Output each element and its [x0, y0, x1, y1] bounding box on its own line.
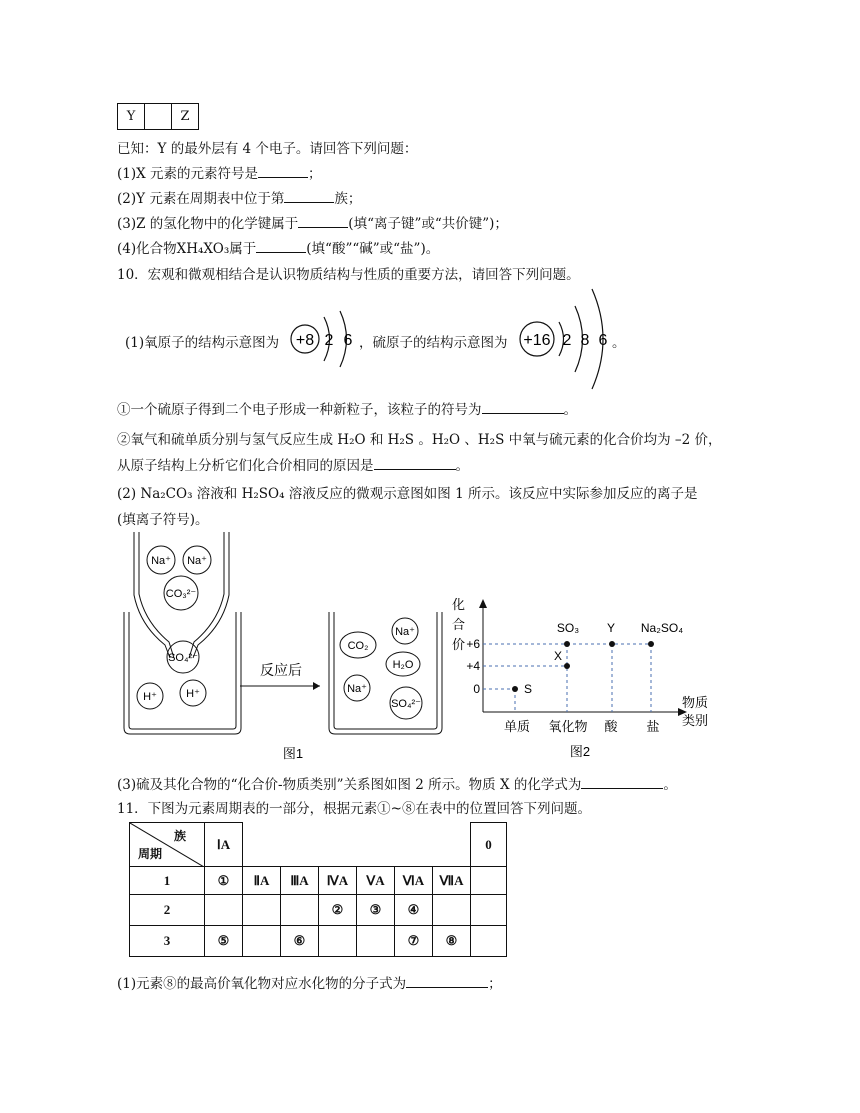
point-na2so4 [648, 641, 654, 647]
oxygen-shell-1-count: 2 [324, 332, 334, 349]
period-label: 1 [130, 867, 205, 895]
point-label: Y [606, 621, 616, 635]
group-ia-header: ⅠA [205, 823, 243, 867]
oxygen-atom-diagram [285, 292, 361, 392]
point-s [512, 686, 518, 692]
table-row [130, 867, 507, 895]
beaker-2-outer [329, 612, 442, 734]
y-tick: 0 [473, 682, 480, 696]
point-label: Na₂SO₄ [640, 621, 684, 635]
reaction-arrow-head [313, 682, 320, 690]
ion-label: CO₃²⁻ [165, 588, 197, 600]
cell: ⅣA [319, 867, 357, 895]
table-row [130, 926, 507, 957]
q11-stem: 11．下图为元素周期表的一部分，根据元素①~⑧在表中的位置回答下列问题。 [117, 801, 591, 817]
sulfur-shell-2-count: 8 [580, 332, 590, 349]
period-label: 3 [130, 926, 205, 957]
x-tick: 氧化物 [548, 719, 588, 734]
ion-label: SO₄²⁻ [168, 652, 198, 664]
period-label: 2 [130, 895, 205, 926]
cell: ⅡA [243, 867, 281, 895]
ion-label: Na⁺ [395, 626, 415, 638]
ion-label: Na⁺ [151, 555, 171, 567]
sulfur-shell-3-count: 6 [598, 332, 608, 349]
element-position-table [117, 103, 199, 130]
figure-2-caption: 图2 [569, 744, 591, 759]
q9-known: 已知：Y 的最外层有 4 个电子。请回答下列问题： [117, 141, 418, 157]
ion-label: Na⁺ [347, 683, 367, 695]
cell: ⅦA [433, 867, 471, 895]
blank-header [243, 823, 471, 867]
beaker-2-inner [334, 612, 437, 729]
cell [471, 926, 507, 957]
sulfur-nucleus-label: +16 [523, 332, 551, 349]
cell [357, 926, 395, 957]
group-0-header: 0 [471, 823, 507, 867]
sulfur-shell-1-count: 2 [562, 332, 572, 349]
q9-part1: (1)X 元素的元素符号是 ； [117, 166, 322, 182]
q10-part2-line1: (2) Na₂CO₃ 溶液和 H₂SO₄ 溶液反应的微观示意图如图 1 所示。该反应中实际参加反应的离子是 [117, 486, 698, 502]
q9-part2: (2)Y 元素在周期表中位于第 族； [117, 191, 362, 207]
cell: ⑦ [395, 926, 433, 957]
q10-sub2-line1: ②氧气和硫单质分别与氢气反应生成 H₂O 和 H₂S 。H₂O 、H₂S 中氧与硫元素的化合价均为 –2 价， [117, 432, 722, 448]
oxygen-shell-2-count: 6 [343, 332, 353, 349]
cell: ④ [395, 895, 433, 926]
y-axis-arrow [479, 599, 487, 608]
cell-z: Z [172, 104, 199, 130]
cell: ③ [357, 895, 395, 926]
y-label-char: 合 [452, 617, 466, 632]
cell [205, 895, 243, 926]
table-row [130, 895, 507, 926]
cell: ⑥ [281, 926, 319, 957]
header-zhouqi: 周期 [138, 847, 163, 861]
point-x [564, 663, 570, 669]
cell: ② [319, 895, 357, 926]
figure-2-valence-chart [440, 594, 730, 766]
cell [243, 926, 281, 957]
q10-part1-end: 。 [612, 335, 626, 351]
ion-label: H⁺ [143, 691, 157, 703]
header-corner-cell [130, 823, 205, 867]
header-zu: 族 [173, 829, 186, 843]
y-tick: +6 [466, 637, 480, 651]
sulfur-atom-diagram [512, 284, 622, 399]
q9-part4: (4)化合物XH₄XO₃属于 (填“酸”“碱”或“盐”)。 [117, 241, 440, 257]
q10-part1-label-b: ，硫原子的结构示意图为 [359, 335, 508, 351]
q10-part1-label: (1)氧原子的结构示意图为 [125, 335, 280, 351]
cell: ⑧ [433, 926, 471, 957]
q10-part3: (3)硫及其化合物的“化合价-物质类别”关系图如图 2 所示。物质 X 的化学式为 。 [117, 777, 677, 793]
x-tick: 酸 [604, 719, 618, 734]
cell-x [145, 104, 172, 130]
molecule-label: H₂O [392, 659, 414, 671]
oxygen-nucleus-label: +8 [295, 332, 315, 349]
arrow-label: 反应后 [260, 662, 302, 678]
ion-label: H⁺ [186, 688, 200, 700]
y-label-char: 化 [452, 597, 466, 612]
cell: ① [205, 867, 243, 895]
y-label-char: 价 [452, 637, 466, 652]
beaker-1-inner [129, 612, 236, 729]
ion-label: SO₄²⁻ [391, 698, 421, 710]
x-tick: 单质 [503, 719, 531, 734]
cell [281, 895, 319, 926]
figure-1-caption: 图1 [282, 746, 304, 761]
cell-y: Y [118, 104, 145, 130]
x-label: 物质 [681, 695, 709, 710]
cell [243, 895, 281, 926]
figure-1-reaction-diagram [120, 530, 450, 765]
x-tick: 盐 [646, 719, 660, 734]
q11-part1: (1)元素⑧的最高价氧化物对应水化物的分子式为 ； [117, 976, 502, 992]
cell: ⅢA [281, 867, 319, 895]
point-label: SO₃ [556, 621, 580, 635]
molecule-label: CO₂ [347, 640, 369, 652]
y-tick: +4 [466, 659, 480, 673]
point-so3 [564, 641, 570, 647]
cell [319, 926, 357, 957]
cell: ⅤA [357, 867, 395, 895]
cell [471, 895, 507, 926]
cell [471, 867, 507, 895]
q10-sub1: ①一个硫原子得到二个电子形成一种新粒子，该粒子的符号为 。 [117, 402, 577, 418]
x-label: 类别 [681, 713, 709, 728]
cell [433, 895, 471, 926]
q10-part2-line2: (填离子符号)。 [117, 512, 209, 528]
point-label: X [553, 649, 563, 663]
ion-label: Na⁺ [187, 555, 207, 567]
q10-stem: 10．宏观和微观相结合是认识物质结构与性质的重要方法，请回答下列问题。 [117, 267, 580, 283]
q9-part3: (3)Z 的氢化物中的化学键属于 (填“离子键”或“共价键”)； [117, 216, 508, 232]
periodic-table-excerpt [129, 822, 507, 957]
point-y [609, 641, 615, 647]
point-label: S [523, 682, 533, 696]
cell: ⑤ [205, 926, 243, 957]
cell: ⅥA [395, 867, 433, 895]
q10-sub2-line2: 从原子结构上分析它们化合价相同的原因是 。 [117, 458, 469, 474]
